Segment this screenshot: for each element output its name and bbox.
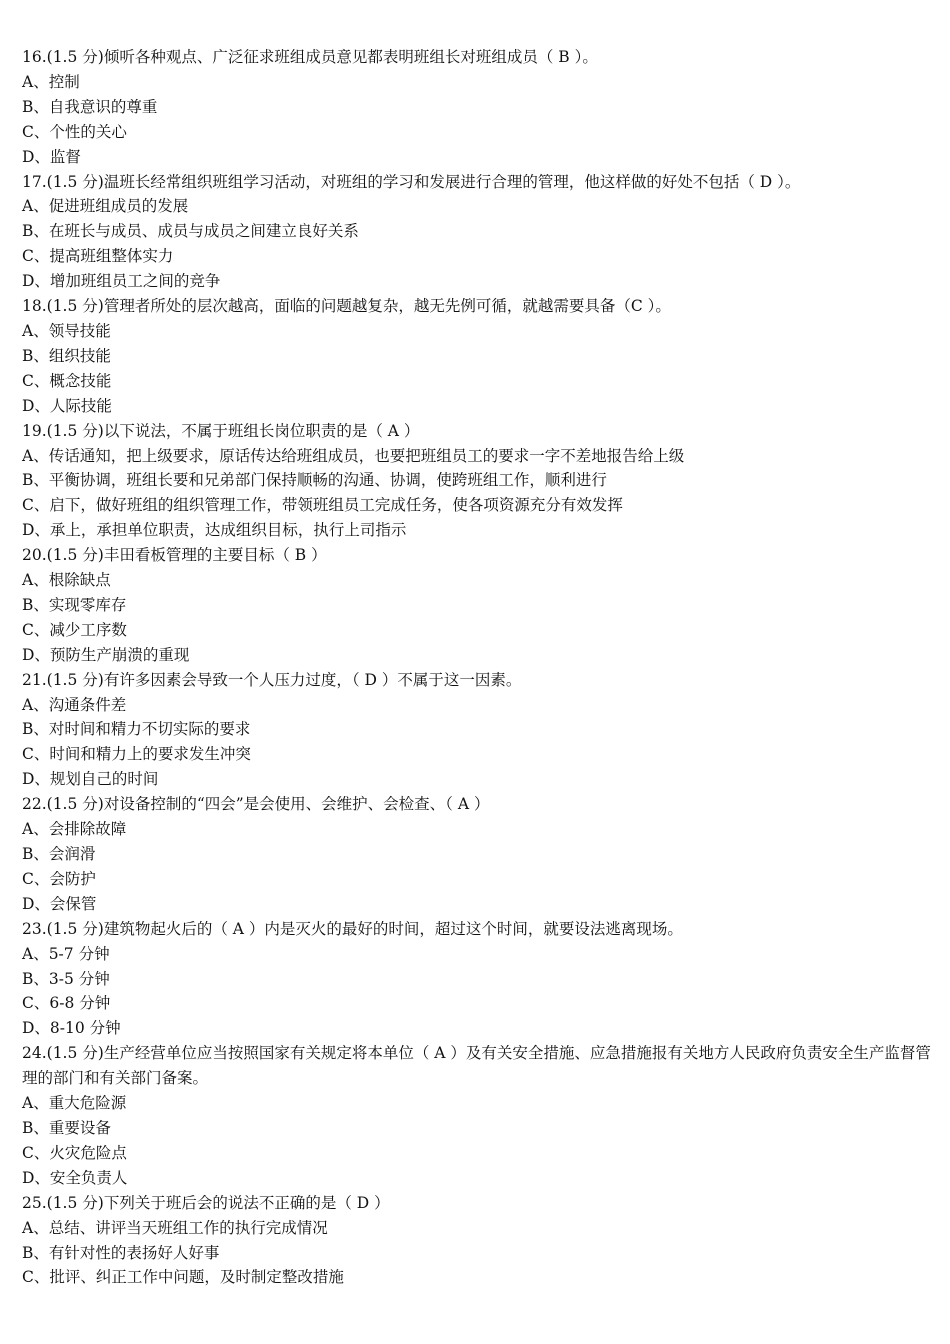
option-a: A、会排除故障 — [22, 820, 127, 839]
option-b: B、重要设备 — [22, 1118, 111, 1137]
option-b: B、有针对性的表扬好人好事 — [22, 1243, 220, 1262]
question-21 — [22, 668, 934, 793]
option-b: B、实现零库存 — [22, 595, 127, 614]
option-b: B、对时间和精力不切实际的要求 — [22, 720, 251, 739]
question-stem: 16.(1.5 分)倾听各种观点、广泛征求班组成员意见都表明班组长对班组成员（ B ）。 — [22, 48, 598, 66]
option-a: A、控制 — [22, 72, 80, 91]
option-c: C、6-8 分钟 — [22, 994, 111, 1013]
option-c: C、减少工序数 — [22, 620, 127, 639]
option-a: A、重大危险源 — [22, 1094, 127, 1113]
option-b: B、在班长与成员、成员与成员之间建立良好关系 — [22, 222, 359, 241]
option-d: D、人际技能 — [22, 396, 112, 415]
option-c: C、火灾危险点 — [22, 1143, 127, 1162]
option-d: D、8-10 分钟 — [22, 1019, 121, 1038]
option-a: A、促进班组成员的发展 — [22, 197, 189, 216]
option-c: C、个性的关心 — [22, 122, 127, 141]
option-a: A、领导技能 — [22, 321, 111, 340]
option-a: A、5-7 分钟 — [22, 944, 110, 963]
option-a: A、沟通条件差 — [22, 695, 127, 714]
question-16 — [22, 45, 934, 170]
question-stem: 24.(1.5 分)生产经营单位应当按照国家有关规定将本单位（ A ）及有关安全措施、应急措施报有关地方人民政府负责安全生产监督管理的部门和有关部门备案。 — [22, 1044, 931, 1088]
question-stem: 21.(1.5 分)有许多因素会导致一个人压力过度，（ D ）不属于这一因素。 — [22, 670, 522, 689]
option-b: B、3-5 分钟 — [22, 969, 110, 988]
question-stem: 20.(1.5 分)丰田看板管理的主要目标（ B ） — [22, 546, 327, 565]
option-b: B、平衡协调，班组长要和兄弟部门保持顺畅的沟通、协调，使跨班组工作，顺利进行 — [22, 471, 607, 490]
option-d: D、会保管 — [22, 894, 97, 913]
question-23 — [22, 917, 934, 1042]
option-d: D、监督 — [22, 147, 81, 166]
option-b: B、自我意识的尊重 — [22, 97, 158, 116]
question-25 — [22, 1191, 934, 1291]
question-stem: 17.(1.5 分)温班长经常组织班组学习活动，对班组的学习和发展进行合理的管理，他这样做的好处不包括（ D ）。 — [22, 172, 801, 191]
question-stem: 22.(1.5 分)对设备控制的“四会”是会使用、会维护、会检查、（ A ） — [22, 795, 490, 814]
option-d: D、增加班组员工之间的竞争 — [22, 272, 221, 291]
option-c: C、批评、纠正工作中问题，及时制定整改措施 — [22, 1268, 344, 1287]
option-b: B、组织技能 — [22, 346, 111, 365]
question-17 — [22, 170, 934, 295]
question-stem: 23.(1.5 分)建筑物起火后的（ A ）内是灭火的最好的时间，超过这个时间，就要设法逃离现场。 — [22, 919, 683, 938]
question-19 — [22, 419, 934, 544]
question-stem: 25.(1.5 分)下列关于班后会的说法不正确的是（ D ） — [22, 1193, 390, 1212]
question-24 — [22, 1041, 934, 1190]
question-stem: 19.(1.5 分)以下说法，不属于班组长岗位职责的是（ A ） — [22, 421, 420, 440]
option-c: C、提高班组整体实力 — [22, 247, 174, 266]
option-d: D、规划自己的时间 — [22, 770, 159, 789]
question-20 — [22, 543, 934, 668]
option-a: A、传话通知，把上级要求，原话传达给班组成员，也要把班组员工的要求一字不差地报告给上级 — [22, 446, 685, 465]
question-22 — [22, 792, 934, 917]
option-a: A、根除缺点 — [22, 571, 111, 590]
question-stem: 18.(1.5 分)管理者所处的层次越高，面临的问题越复杂，越无先例可循，就越需要具备（C ）。 — [22, 297, 671, 316]
option-c: C、启下，做好班组的组织管理工作，带领班组员工完成任务，使各项资源充分有效发挥 — [22, 496, 623, 515]
option-b: B、会润滑 — [22, 845, 96, 863]
option-d: D、承上，承担单位职责，达成组织目标，执行上司指示 — [22, 521, 407, 540]
option-c: C、会防护 — [22, 869, 96, 888]
option-d: D、预防生产崩溃的重现 — [22, 645, 190, 664]
option-d: D、安全负责人 — [22, 1168, 128, 1187]
document-page — [22, 45, 934, 1290]
option-c: C、概念技能 — [22, 371, 112, 390]
option-c: C、时间和精力上的要求发生冲突 — [22, 745, 251, 764]
option-a: A、总结、讲评当天班组工作的执行完成情况 — [22, 1218, 328, 1237]
question-18 — [22, 294, 934, 419]
